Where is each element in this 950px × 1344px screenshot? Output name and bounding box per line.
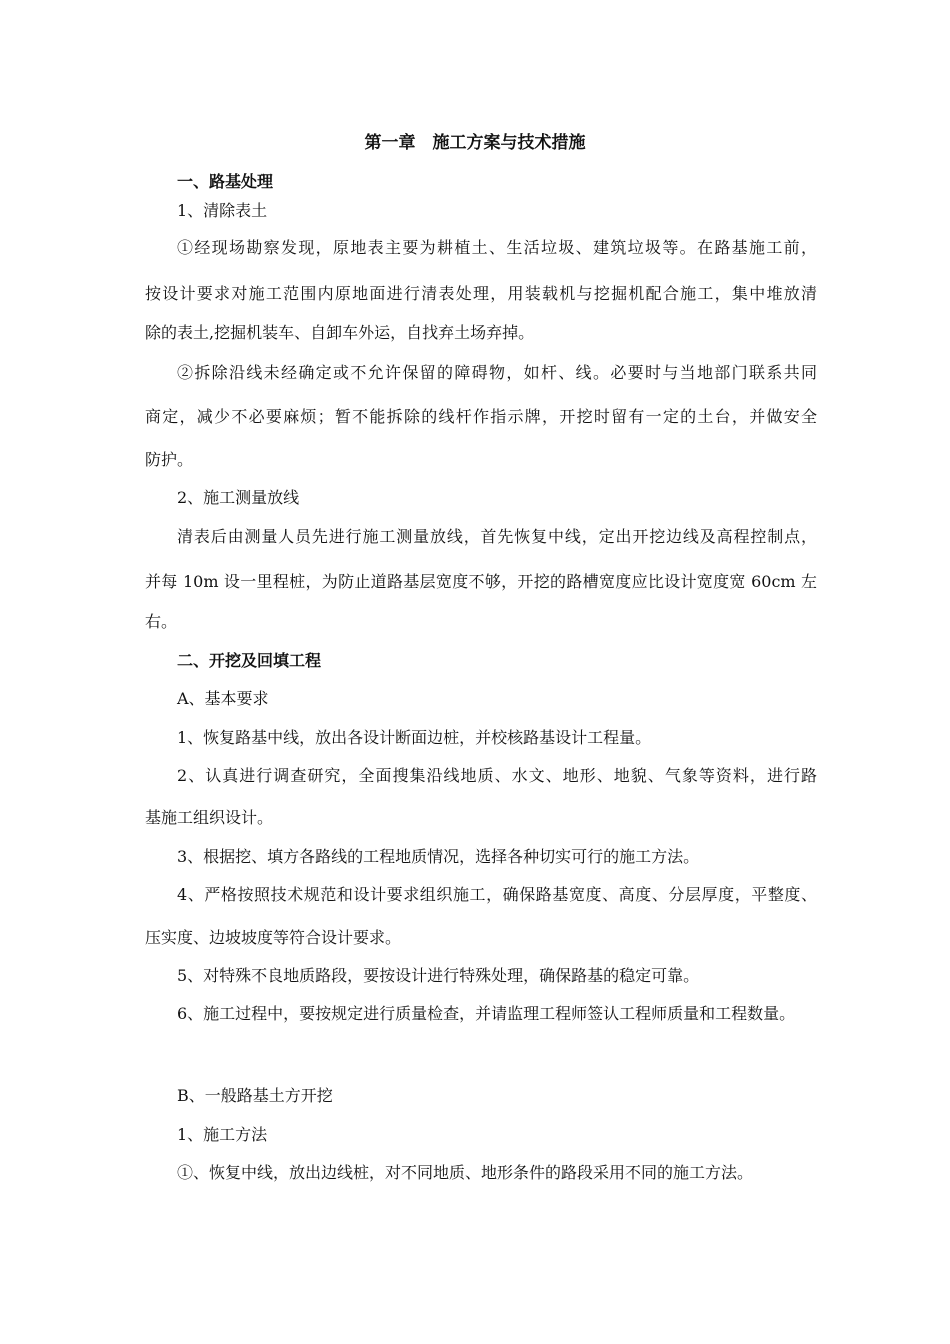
subsection-heading: A、基本要求 <box>177 689 269 708</box>
paragraph-line: 3、根据挖、填方各路线的工程地质情况，选择各种切实可行的施工方法。 <box>177 847 700 866</box>
paragraph-line: 按设计要求对施工范围内原地面进行清表处理，用装载机与挖掘机配合施工，集中堆放清 <box>145 284 817 303</box>
paragraph-line: ①、恢复中线，放出边线桩，对不同地质、地形条件的路段采用不同的施工方法。 <box>177 1163 754 1182</box>
subsection-heading: 1、清除表土 <box>177 201 268 220</box>
paragraph-line: 2、认真进行调查研究，全面搜集沿线地质、水文、地形、地貌、气象等资料，进行路 <box>177 766 817 785</box>
section-heading: 二、开挖及回填工程 <box>177 651 322 670</box>
paragraph-line: 防护。 <box>145 450 194 469</box>
paragraph-line: 右。 <box>145 612 178 631</box>
paragraph-line: 清表后由测量人员先进行施工测量放线，首先恢复中线，定出开挖边线及高程控制点， <box>177 527 817 546</box>
section-heading: 一、路基处理 <box>177 172 274 191</box>
paragraph-line: 4、严格按照技术规范和设计要求组织施工，确保路基宽度、高度、分层厚度，平整度、 <box>177 885 817 904</box>
paragraph-line: 6、施工过程中，要按规定进行质量检查，并请监理工程师签认工程师质量和工程数量。 <box>177 1004 796 1023</box>
chapter-title: 第一章 施工方案与技术措施 <box>364 133 586 153</box>
paragraph-line: 并每 10m 设一里程桩，为防止道路基层宽度不够，开挖的路槽宽度应比设计宽度宽 60cm 左 <box>145 572 817 591</box>
paragraph-line: 商定，减少不必要麻烦；暂不能拆除的线杆作指示牌，开挖时留有一定的土台，并做安全 <box>145 407 817 426</box>
subsection-heading: B、一般路基土方开挖 <box>177 1086 333 1105</box>
paragraph-line: 压实度、边坡坡度等符合设计要求。 <box>145 928 402 947</box>
paragraph-line: 1、恢复路基中线，放出各设计断面边桩，并校核路基设计工程量。 <box>177 728 652 747</box>
paragraph-line: 除的表土,挖掘机装车、自卸车外运，自找弃土场弃掉。 <box>145 323 535 342</box>
subsection-heading: 2、施工测量放线 <box>177 488 300 507</box>
subsection-heading: 1、施工方法 <box>177 1125 268 1144</box>
paragraph-line: 5、对特殊不良地质路段，要按设计进行特殊处理，确保路基的稳定可靠。 <box>177 966 700 985</box>
paragraph-line: ①经现场勘察发现，原地表主要为耕植土、生活垃圾、建筑垃圾等。在路基施工前， <box>177 238 817 257</box>
paragraph-line: ②拆除沿线未经确定或不允许保留的障碍物，如杆、线。必要时与当地部门联系共同 <box>177 363 817 382</box>
paragraph-line: 基施工组织设计。 <box>145 808 274 827</box>
